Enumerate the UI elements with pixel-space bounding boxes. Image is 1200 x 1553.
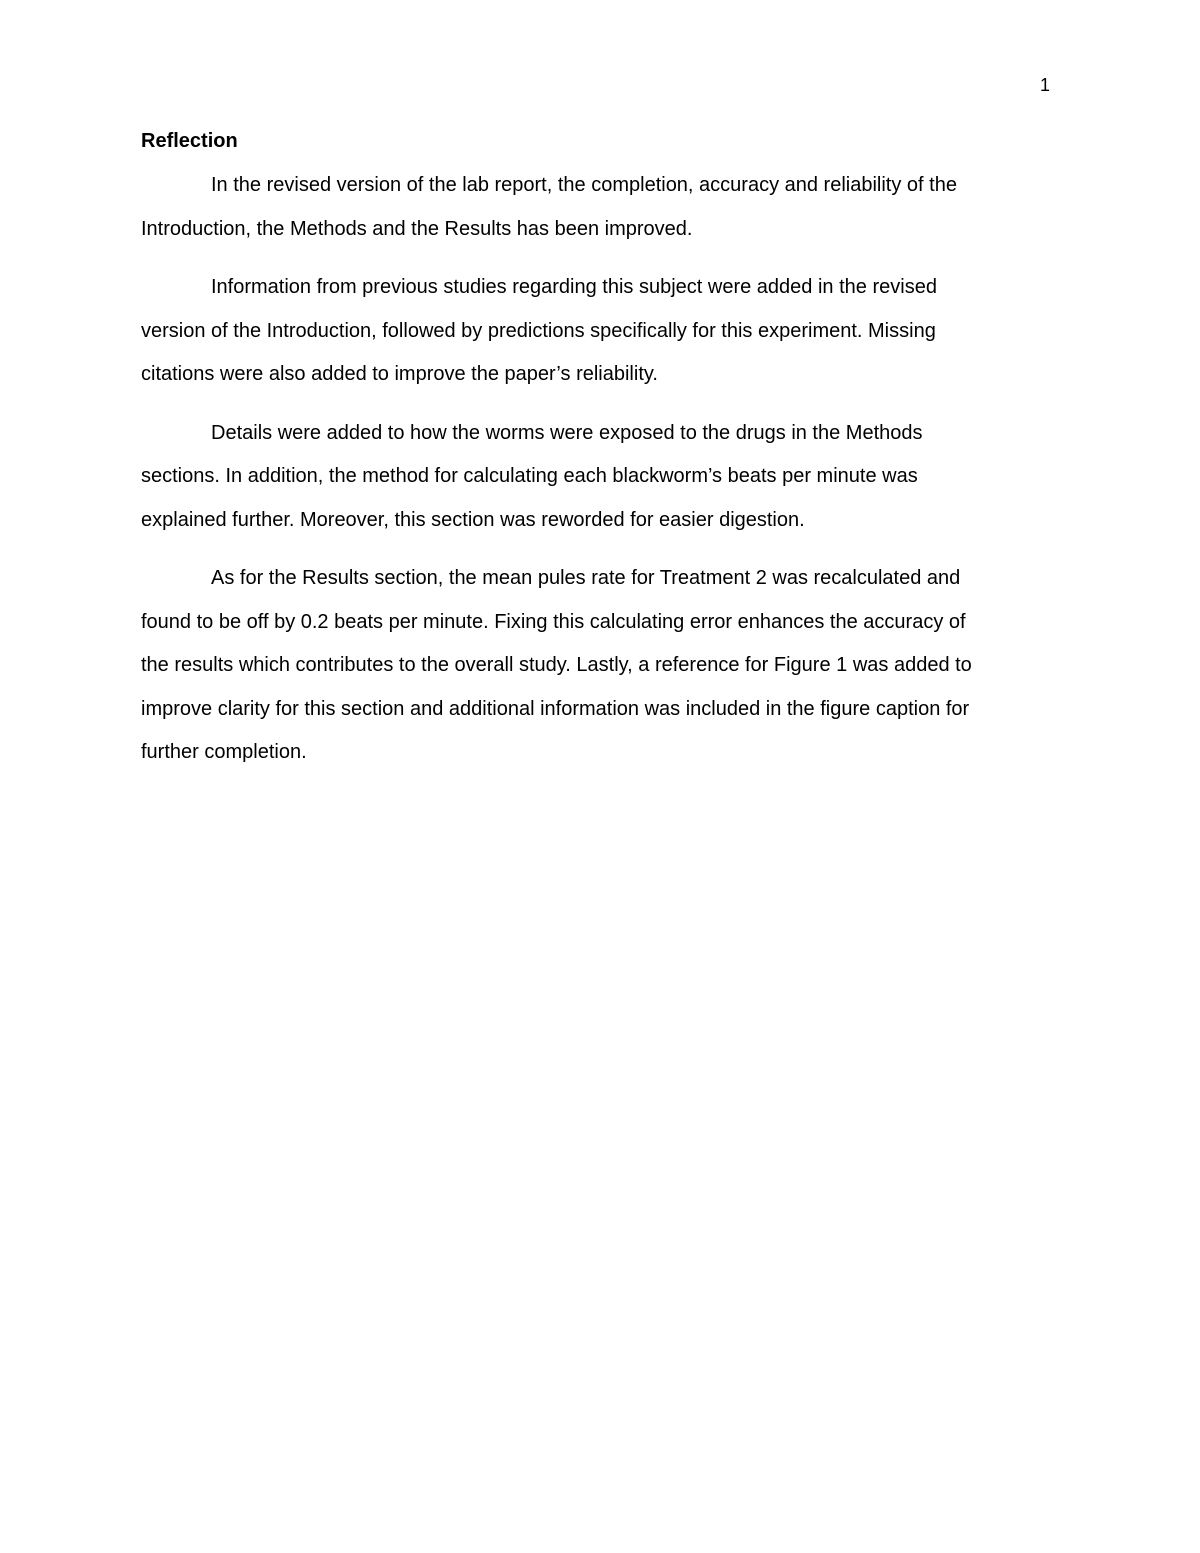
page-number: 1 [1040, 75, 1051, 95]
paragraph-line: the results which contributes to the overall study. Lastly, a reference for Figure 1 was added to [141, 654, 972, 676]
paragraph-3 [141, 412, 1059, 543]
paragraph-2 [141, 266, 1059, 397]
paragraph-1 [141, 164, 1059, 251]
section-heading: Reflection [141, 130, 238, 152]
paragraph-line: further completion. [141, 741, 307, 763]
paragraph-line: Details were added to how the worms were exposed to the drugs in the Methods [211, 421, 923, 444]
paragraph-line: version of the Introduction, followed by predictions specifically for this experiment. Missing [141, 319, 936, 342]
paragraph-line: citations were also added to improve the paper’s reliability. [141, 363, 658, 385]
paragraph-line: Introduction, the Methods and the Results has been improved. [141, 217, 693, 240]
document-body [141, 128, 1059, 790]
paragraph-line: improve clarity for this section and additional information was included in the figure caption for [141, 697, 970, 720]
paragraph-line: found to be off by 0.2 beats per minute. Fixing this calculating error enhances the accuracy of [141, 610, 966, 633]
paragraph-line: In the revised version of the lab report, the completion, accuracy and reliability of the [211, 174, 957, 196]
paragraph-4 [141, 557, 1059, 775]
paragraph-line: explained further. Moreover, this section was reworded for easier digestion. [141, 508, 805, 531]
paragraph-line: Information from previous studies regarding this subject were added in the revised [211, 276, 937, 298]
paragraph-line: sections. In addition, the method for calculating each blackworm’s beats per minute was [141, 465, 918, 487]
paragraph-line: As for the Results section, the mean pules rate for Treatment 2 was recalculated and [211, 567, 961, 589]
